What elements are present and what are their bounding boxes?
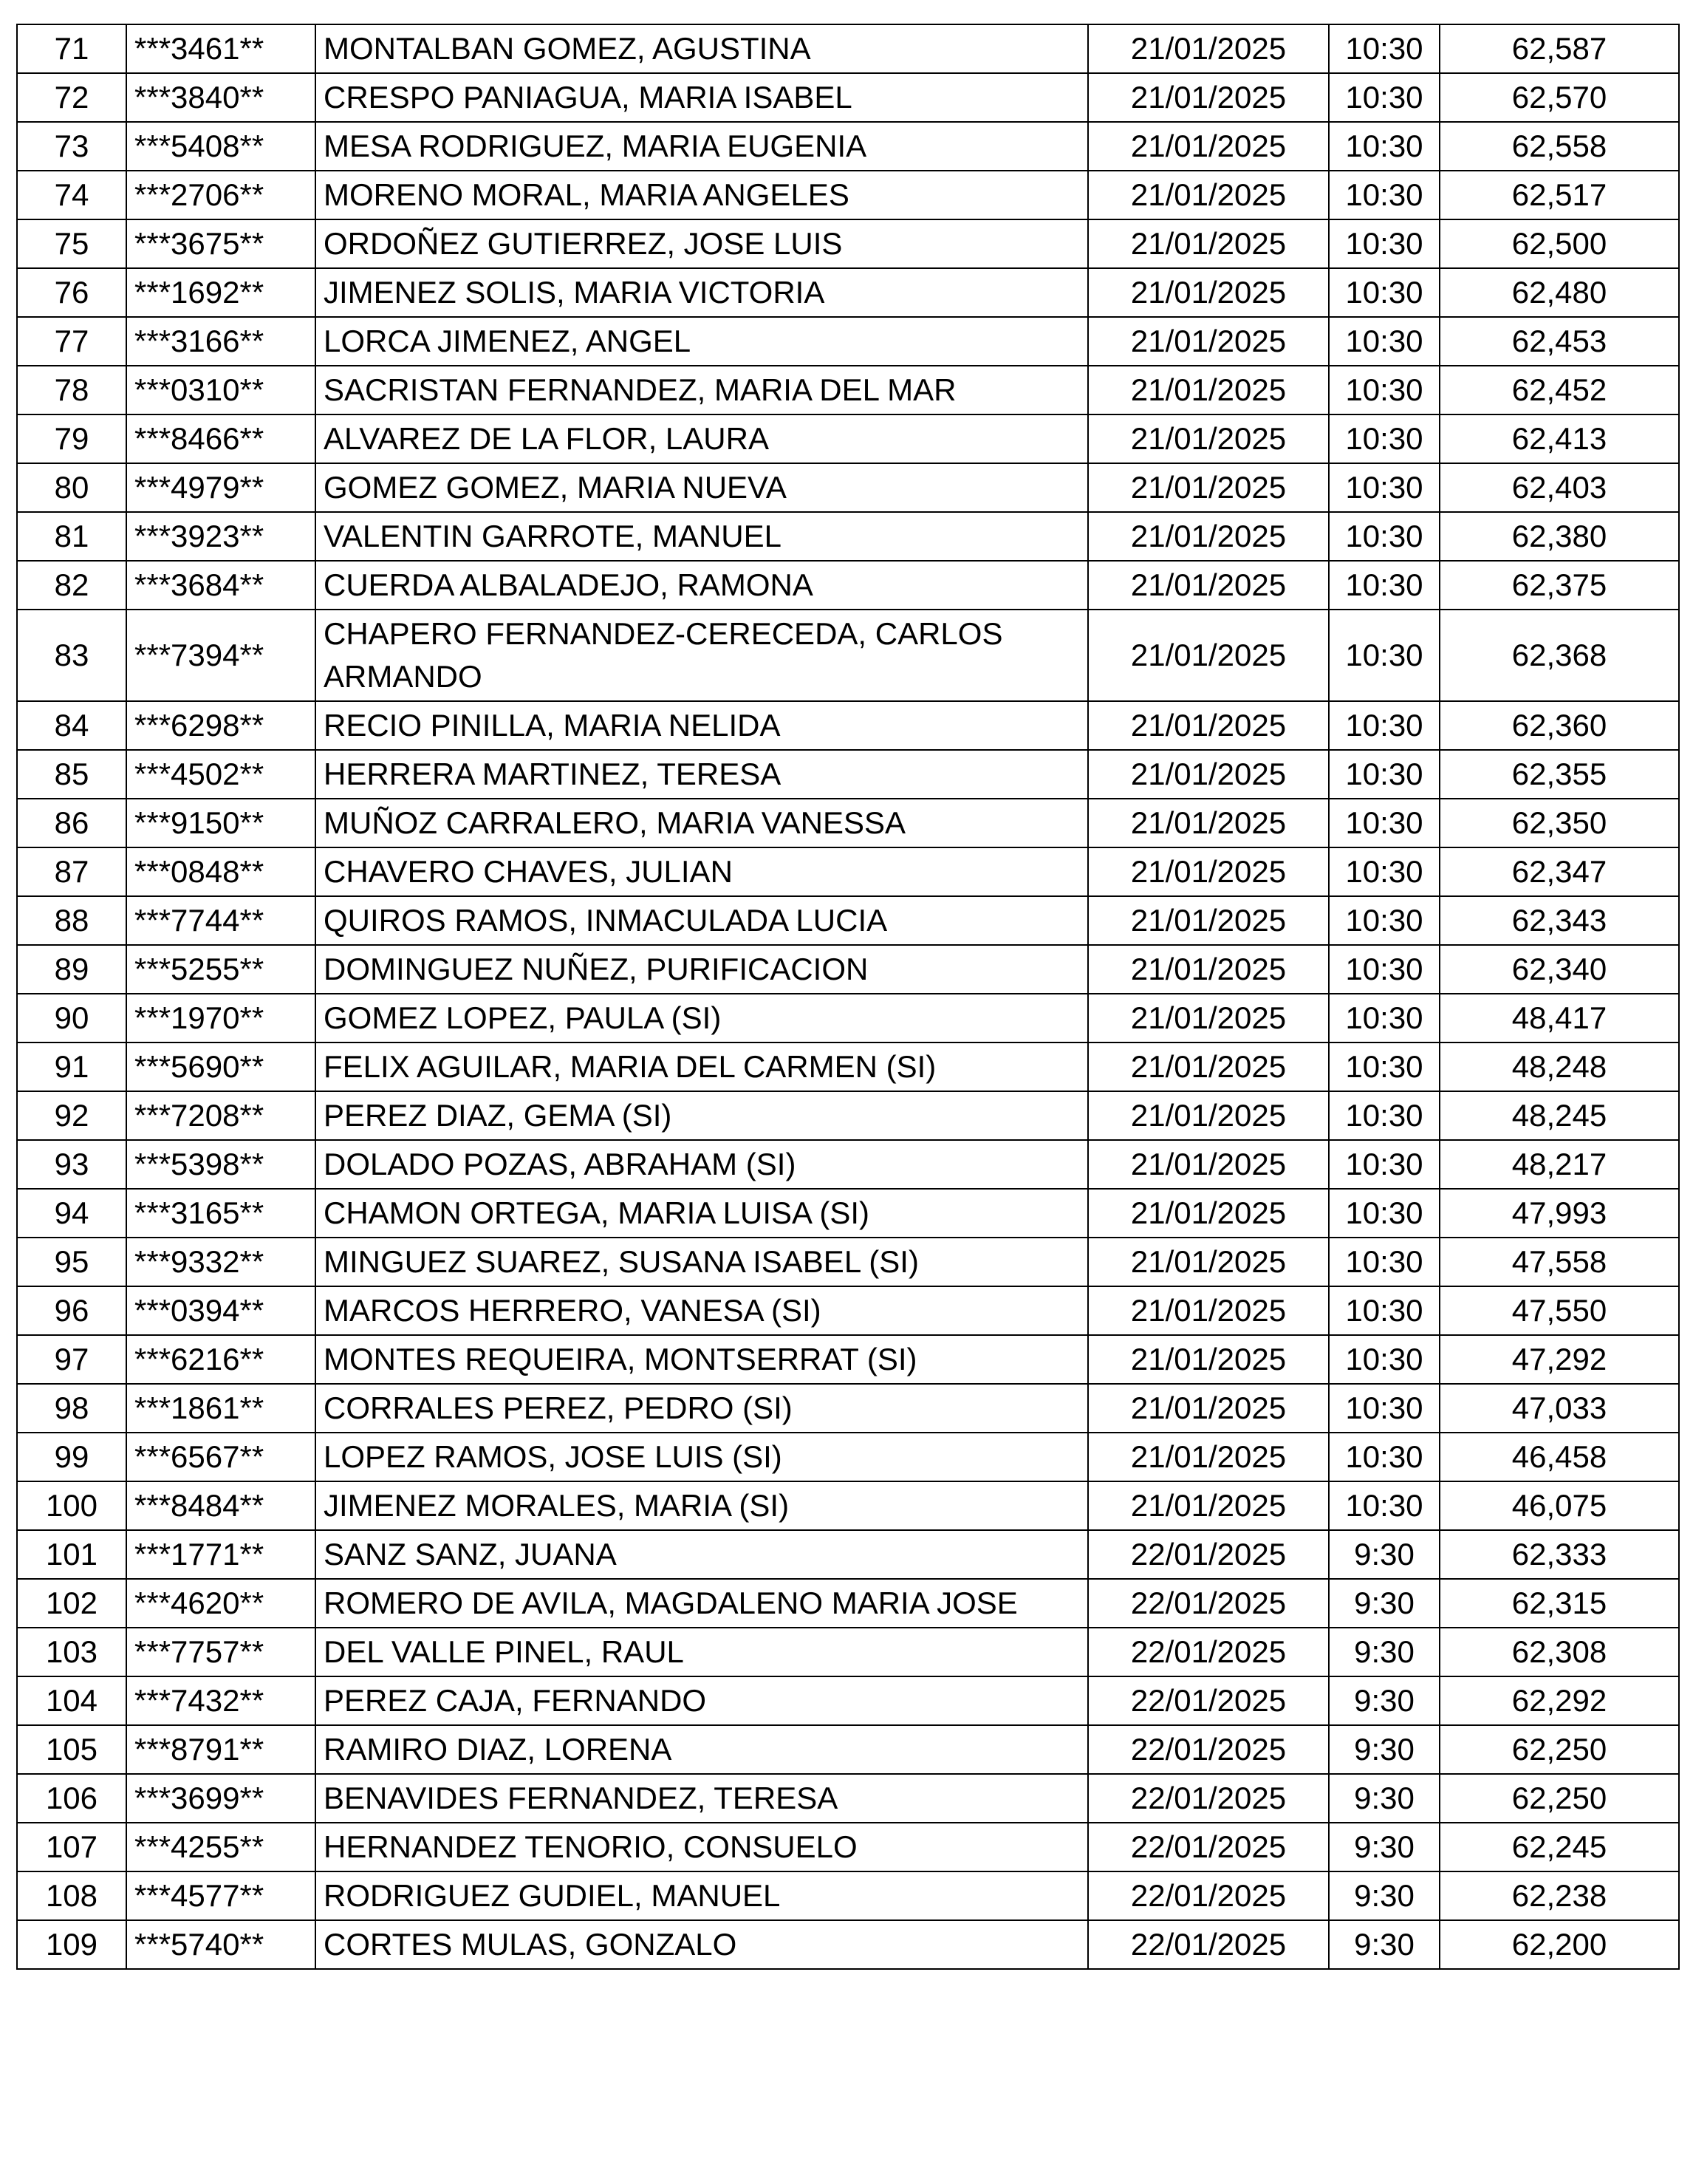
masked-id-cell: ***2706** — [126, 171, 315, 219]
masked-id-cell: ***7208** — [126, 1091, 315, 1140]
exam-time-cell: 9:30 — [1329, 1774, 1440, 1823]
exam-date-cell: 22/01/2025 — [1088, 1871, 1329, 1920]
exam-time-cell: 9:30 — [1329, 1579, 1440, 1628]
row-number-cell: 78 — [17, 366, 126, 414]
masked-id-cell: ***5408** — [126, 122, 315, 171]
masked-id-cell: ***9332** — [126, 1238, 315, 1286]
row-number-cell: 76 — [17, 268, 126, 317]
candidate-name-cell: PEREZ CAJA, FERNANDO — [315, 1676, 1088, 1725]
score-cell: 48,248 — [1440, 1042, 1679, 1091]
candidate-name-cell: CHAPERO FERNANDEZ-CERECEDA, CARLOS ARMANDO — [315, 610, 1088, 701]
exam-date-cell: 21/01/2025 — [1088, 1384, 1329, 1433]
score-cell: 62,558 — [1440, 122, 1679, 171]
masked-id-cell: ***3840** — [126, 73, 315, 122]
table-row — [17, 268, 1679, 317]
table-row — [17, 73, 1679, 122]
score-cell: 62,350 — [1440, 799, 1679, 847]
masked-id-cell: ***9150** — [126, 799, 315, 847]
score-cell: 62,343 — [1440, 896, 1679, 945]
exam-time-cell: 10:30 — [1329, 847, 1440, 896]
row-number-cell: 73 — [17, 122, 126, 171]
candidate-name-cell: VALENTIN GARROTE, MANUEL — [315, 512, 1088, 561]
row-number-cell: 71 — [17, 24, 126, 73]
candidate-name-cell: RODRIGUEZ GUDIEL, MANUEL — [315, 1871, 1088, 1920]
masked-id-cell: ***7757** — [126, 1628, 315, 1676]
exam-date-cell: 21/01/2025 — [1088, 701, 1329, 750]
exam-date-cell: 21/01/2025 — [1088, 122, 1329, 171]
masked-id-cell: ***3166** — [126, 317, 315, 366]
exam-time-cell: 10:30 — [1329, 512, 1440, 561]
row-number-cell: 108 — [17, 1871, 126, 1920]
table-row — [17, 1042, 1679, 1091]
row-number-cell: 83 — [17, 610, 126, 701]
exam-date-cell: 22/01/2025 — [1088, 1676, 1329, 1725]
candidate-name-cell: CORRALES PEREZ, PEDRO (SI) — [315, 1384, 1088, 1433]
row-number-cell: 90 — [17, 994, 126, 1042]
table-row — [17, 366, 1679, 414]
row-number-cell: 80 — [17, 463, 126, 512]
candidate-name-cell: GOMEZ LOPEZ, PAULA (SI) — [315, 994, 1088, 1042]
exam-date-cell: 21/01/2025 — [1088, 1091, 1329, 1140]
table-row — [17, 561, 1679, 610]
exam-time-cell: 9:30 — [1329, 1530, 1440, 1579]
exam-date-cell: 21/01/2025 — [1088, 994, 1329, 1042]
score-cell: 62,500 — [1440, 219, 1679, 268]
row-number-cell: 101 — [17, 1530, 126, 1579]
candidate-table — [16, 24, 1680, 1970]
masked-id-cell: ***3675** — [126, 219, 315, 268]
row-number-cell: 92 — [17, 1091, 126, 1140]
candidate-name-cell: QUIROS RAMOS, INMACULADA LUCIA — [315, 896, 1088, 945]
candidate-name-cell: MONTALBAN GOMEZ, AGUSTINA — [315, 24, 1088, 73]
score-cell: 47,292 — [1440, 1335, 1679, 1384]
exam-time-cell: 10:30 — [1329, 1481, 1440, 1530]
exam-date-cell: 22/01/2025 — [1088, 1774, 1329, 1823]
candidate-name-cell: JIMENEZ MORALES, MARIA (SI) — [315, 1481, 1088, 1530]
table-row — [17, 512, 1679, 561]
masked-id-cell: ***6298** — [126, 701, 315, 750]
table-row — [17, 1481, 1679, 1530]
row-number-cell: 89 — [17, 945, 126, 994]
exam-time-cell: 10:30 — [1329, 73, 1440, 122]
exam-date-cell: 22/01/2025 — [1088, 1823, 1329, 1871]
row-number-cell: 91 — [17, 1042, 126, 1091]
score-cell: 62,245 — [1440, 1823, 1679, 1871]
score-cell: 62,347 — [1440, 847, 1679, 896]
exam-time-cell: 10:30 — [1329, 219, 1440, 268]
table-row — [17, 1871, 1679, 1920]
score-cell: 62,355 — [1440, 750, 1679, 799]
exam-date-cell: 22/01/2025 — [1088, 1628, 1329, 1676]
score-cell: 62,315 — [1440, 1579, 1679, 1628]
masked-id-cell: ***8484** — [126, 1481, 315, 1530]
exam-time-cell: 10:30 — [1329, 1433, 1440, 1481]
table-row — [17, 799, 1679, 847]
score-cell: 62,308 — [1440, 1628, 1679, 1676]
exam-date-cell: 21/01/2025 — [1088, 512, 1329, 561]
exam-time-cell: 10:30 — [1329, 799, 1440, 847]
exam-date-cell: 21/01/2025 — [1088, 945, 1329, 994]
candidate-name-cell: MONTES REQUEIRA, MONTSERRAT (SI) — [315, 1335, 1088, 1384]
exam-date-cell: 22/01/2025 — [1088, 1920, 1329, 1969]
masked-id-cell: ***8791** — [126, 1725, 315, 1774]
candidate-name-cell: RAMIRO DIAZ, LORENA — [315, 1725, 1088, 1774]
candidate-name-cell: BENAVIDES FERNANDEZ, TERESA — [315, 1774, 1088, 1823]
candidate-name-cell: RECIO PINILLA, MARIA NELIDA — [315, 701, 1088, 750]
score-cell: 62,200 — [1440, 1920, 1679, 1969]
table-row — [17, 1433, 1679, 1481]
masked-id-cell: ***1861** — [126, 1384, 315, 1433]
exam-date-cell: 21/01/2025 — [1088, 73, 1329, 122]
candidate-name-cell: SANZ SANZ, JUANA — [315, 1530, 1088, 1579]
exam-date-cell: 21/01/2025 — [1088, 610, 1329, 701]
exam-time-cell: 10:30 — [1329, 1189, 1440, 1238]
score-cell: 47,558 — [1440, 1238, 1679, 1286]
masked-id-cell: ***3923** — [126, 512, 315, 561]
table-row — [17, 610, 1679, 701]
score-cell: 62,452 — [1440, 366, 1679, 414]
masked-id-cell: ***1692** — [126, 268, 315, 317]
candidate-name-cell: CORTES MULAS, GONZALO — [315, 1920, 1088, 1969]
candidate-name-cell: DEL VALLE PINEL, RAUL — [315, 1628, 1088, 1676]
masked-id-cell: ***7394** — [126, 610, 315, 701]
exam-date-cell: 21/01/2025 — [1088, 317, 1329, 366]
masked-id-cell: ***6567** — [126, 1433, 315, 1481]
masked-id-cell: ***4620** — [126, 1579, 315, 1628]
exam-time-cell: 10:30 — [1329, 1335, 1440, 1384]
exam-time-cell: 10:30 — [1329, 610, 1440, 701]
candidate-name-cell: PEREZ DIAZ, GEMA (SI) — [315, 1091, 1088, 1140]
candidate-name-cell: CRESPO PANIAGUA, MARIA ISABEL — [315, 73, 1088, 122]
masked-id-cell: ***3699** — [126, 1774, 315, 1823]
row-number-cell: 94 — [17, 1189, 126, 1238]
candidate-name-cell: FELIX AGUILAR, MARIA DEL CARMEN (SI) — [315, 1042, 1088, 1091]
exam-time-cell: 10:30 — [1329, 268, 1440, 317]
table-row — [17, 1676, 1679, 1725]
row-number-cell: 99 — [17, 1433, 126, 1481]
exam-date-cell: 21/01/2025 — [1088, 1286, 1329, 1335]
masked-id-cell: ***3165** — [126, 1189, 315, 1238]
table-row — [17, 1628, 1679, 1676]
table-row — [17, 414, 1679, 463]
exam-time-cell: 10:30 — [1329, 945, 1440, 994]
candidate-name-cell: MINGUEZ SUAREZ, SUSANA ISABEL (SI) — [315, 1238, 1088, 1286]
score-cell: 62,360 — [1440, 701, 1679, 750]
score-cell: 62,587 — [1440, 24, 1679, 73]
exam-date-cell: 21/01/2025 — [1088, 1481, 1329, 1530]
masked-id-cell: ***4502** — [126, 750, 315, 799]
score-cell: 46,458 — [1440, 1433, 1679, 1481]
row-number-cell: 109 — [17, 1920, 126, 1969]
exam-time-cell: 10:30 — [1329, 1140, 1440, 1189]
masked-id-cell: ***8466** — [126, 414, 315, 463]
exam-date-cell: 21/01/2025 — [1088, 463, 1329, 512]
exam-date-cell: 21/01/2025 — [1088, 847, 1329, 896]
exam-time-cell: 10:30 — [1329, 1091, 1440, 1140]
exam-date-cell: 21/01/2025 — [1088, 1042, 1329, 1091]
table-row — [17, 1091, 1679, 1140]
score-cell: 62,380 — [1440, 512, 1679, 561]
exam-time-cell: 10:30 — [1329, 561, 1440, 610]
exam-date-cell: 21/01/2025 — [1088, 896, 1329, 945]
score-cell: 62,413 — [1440, 414, 1679, 463]
table-row — [17, 1335, 1679, 1384]
row-number-cell: 97 — [17, 1335, 126, 1384]
row-number-cell: 103 — [17, 1628, 126, 1676]
row-number-cell: 86 — [17, 799, 126, 847]
table-row — [17, 122, 1679, 171]
table-row — [17, 1384, 1679, 1433]
score-cell: 48,217 — [1440, 1140, 1679, 1189]
score-cell: 62,238 — [1440, 1871, 1679, 1920]
exam-time-cell: 10:30 — [1329, 414, 1440, 463]
exam-time-cell: 9:30 — [1329, 1628, 1440, 1676]
row-number-cell: 82 — [17, 561, 126, 610]
exam-time-cell: 10:30 — [1329, 994, 1440, 1042]
row-number-cell: 87 — [17, 847, 126, 896]
candidate-name-cell: DOMINGUEZ NUÑEZ, PURIFICACION — [315, 945, 1088, 994]
score-cell: 62,340 — [1440, 945, 1679, 994]
row-number-cell: 75 — [17, 219, 126, 268]
exam-time-cell: 10:30 — [1329, 366, 1440, 414]
exam-date-cell: 21/01/2025 — [1088, 219, 1329, 268]
table-row — [17, 701, 1679, 750]
table-row — [17, 847, 1679, 896]
candidate-name-cell: HERNANDEZ TENORIO, CONSUELO — [315, 1823, 1088, 1871]
exam-date-cell: 21/01/2025 — [1088, 366, 1329, 414]
candidate-name-cell: LORCA JIMENEZ, ANGEL — [315, 317, 1088, 366]
candidate-table-body — [17, 24, 1679, 1969]
candidate-name-cell: LOPEZ RAMOS, JOSE LUIS (SI) — [315, 1433, 1088, 1481]
exam-date-cell: 21/01/2025 — [1088, 1335, 1329, 1384]
table-row — [17, 1238, 1679, 1286]
masked-id-cell: ***0848** — [126, 847, 315, 896]
table-row — [17, 24, 1679, 73]
score-cell: 62,368 — [1440, 610, 1679, 701]
candidate-name-cell: MUÑOZ CARRALERO, MARIA VANESSA — [315, 799, 1088, 847]
score-cell: 47,550 — [1440, 1286, 1679, 1335]
row-number-cell: 85 — [17, 750, 126, 799]
score-cell: 47,993 — [1440, 1189, 1679, 1238]
exam-time-cell: 9:30 — [1329, 1871, 1440, 1920]
table-row — [17, 219, 1679, 268]
score-cell: 62,250 — [1440, 1774, 1679, 1823]
exam-date-cell: 21/01/2025 — [1088, 268, 1329, 317]
row-number-cell: 88 — [17, 896, 126, 945]
masked-id-cell: ***1771** — [126, 1530, 315, 1579]
row-number-cell: 106 — [17, 1774, 126, 1823]
table-row — [17, 1579, 1679, 1628]
table-row — [17, 750, 1679, 799]
candidate-name-cell: HERRERA MARTINEZ, TERESA — [315, 750, 1088, 799]
table-row — [17, 1774, 1679, 1823]
masked-id-cell: ***0394** — [126, 1286, 315, 1335]
row-number-cell: 105 — [17, 1725, 126, 1774]
exam-time-cell: 10:30 — [1329, 1238, 1440, 1286]
exam-date-cell: 21/01/2025 — [1088, 24, 1329, 73]
exam-date-cell: 22/01/2025 — [1088, 1725, 1329, 1774]
score-cell: 47,033 — [1440, 1384, 1679, 1433]
candidate-name-cell: ALVAREZ DE LA FLOR, LAURA — [315, 414, 1088, 463]
exam-time-cell: 10:30 — [1329, 1384, 1440, 1433]
row-number-cell: 102 — [17, 1579, 126, 1628]
table-row — [17, 945, 1679, 994]
exam-time-cell: 10:30 — [1329, 171, 1440, 219]
row-number-cell: 93 — [17, 1140, 126, 1189]
score-cell: 62,480 — [1440, 268, 1679, 317]
masked-id-cell: ***0310** — [126, 366, 315, 414]
table-row — [17, 463, 1679, 512]
masked-id-cell: ***6216** — [126, 1335, 315, 1384]
score-cell: 62,292 — [1440, 1676, 1679, 1725]
candidate-name-cell: MARCOS HERRERO, VANESA (SI) — [315, 1286, 1088, 1335]
exam-date-cell: 21/01/2025 — [1088, 1189, 1329, 1238]
masked-id-cell: ***7432** — [126, 1676, 315, 1725]
row-number-cell: 96 — [17, 1286, 126, 1335]
table-row — [17, 1725, 1679, 1774]
exam-time-cell: 10:30 — [1329, 24, 1440, 73]
exam-date-cell: 21/01/2025 — [1088, 171, 1329, 219]
exam-time-cell: 10:30 — [1329, 1286, 1440, 1335]
score-cell: 48,245 — [1440, 1091, 1679, 1140]
row-number-cell: 77 — [17, 317, 126, 366]
table-row — [17, 1286, 1679, 1335]
exam-date-cell: 22/01/2025 — [1088, 1579, 1329, 1628]
table-row — [17, 1823, 1679, 1871]
exam-time-cell: 9:30 — [1329, 1823, 1440, 1871]
exam-time-cell: 10:30 — [1329, 1042, 1440, 1091]
table-row — [17, 1920, 1679, 1969]
masked-id-cell: ***5398** — [126, 1140, 315, 1189]
candidate-name-cell: MORENO MORAL, MARIA ANGELES — [315, 171, 1088, 219]
exam-time-cell: 10:30 — [1329, 896, 1440, 945]
exam-time-cell: 10:30 — [1329, 701, 1440, 750]
score-cell: 62,517 — [1440, 171, 1679, 219]
candidate-name-cell: CUERDA ALBALADEJO, RAMONA — [315, 561, 1088, 610]
score-cell: 46,075 — [1440, 1481, 1679, 1530]
score-cell: 62,333 — [1440, 1530, 1679, 1579]
masked-id-cell: ***7744** — [126, 896, 315, 945]
table-row — [17, 1189, 1679, 1238]
table-row — [17, 1530, 1679, 1579]
table-row — [17, 994, 1679, 1042]
row-number-cell: 104 — [17, 1676, 126, 1725]
exam-time-cell: 10:30 — [1329, 317, 1440, 366]
exam-time-cell: 9:30 — [1329, 1725, 1440, 1774]
exam-date-cell: 21/01/2025 — [1088, 799, 1329, 847]
exam-date-cell: 22/01/2025 — [1088, 1530, 1329, 1579]
row-number-cell: 72 — [17, 73, 126, 122]
candidate-name-cell: MESA RODRIGUEZ, MARIA EUGENIA — [315, 122, 1088, 171]
row-number-cell: 98 — [17, 1384, 126, 1433]
exam-date-cell: 21/01/2025 — [1088, 561, 1329, 610]
row-number-cell: 95 — [17, 1238, 126, 1286]
candidate-name-cell: ROMERO DE AVILA, MAGDALENO MARIA JOSE — [315, 1579, 1088, 1628]
masked-id-cell: ***4979** — [126, 463, 315, 512]
exam-time-cell: 10:30 — [1329, 122, 1440, 171]
masked-id-cell: ***1970** — [126, 994, 315, 1042]
masked-id-cell: ***5740** — [126, 1920, 315, 1969]
candidate-name-cell: ORDOÑEZ GUTIERREZ, JOSE LUIS — [315, 219, 1088, 268]
row-number-cell: 74 — [17, 171, 126, 219]
masked-id-cell: ***5690** — [126, 1042, 315, 1091]
candidate-name-cell: JIMENEZ SOLIS, MARIA VICTORIA — [315, 268, 1088, 317]
table-row — [17, 1140, 1679, 1189]
exam-time-cell: 9:30 — [1329, 1676, 1440, 1725]
score-cell: 62,375 — [1440, 561, 1679, 610]
row-number-cell: 100 — [17, 1481, 126, 1530]
exam-date-cell: 21/01/2025 — [1088, 1433, 1329, 1481]
table-row — [17, 896, 1679, 945]
table-row — [17, 171, 1679, 219]
table-row — [17, 317, 1679, 366]
score-cell: 62,570 — [1440, 73, 1679, 122]
score-cell: 62,403 — [1440, 463, 1679, 512]
masked-id-cell: ***3461** — [126, 24, 315, 73]
row-number-cell: 79 — [17, 414, 126, 463]
exam-date-cell: 21/01/2025 — [1088, 1140, 1329, 1189]
row-number-cell: 84 — [17, 701, 126, 750]
row-number-cell: 107 — [17, 1823, 126, 1871]
exam-time-cell: 9:30 — [1329, 1920, 1440, 1969]
exam-time-cell: 10:30 — [1329, 463, 1440, 512]
masked-id-cell: ***4577** — [126, 1871, 315, 1920]
score-cell: 62,250 — [1440, 1725, 1679, 1774]
score-cell: 48,417 — [1440, 994, 1679, 1042]
candidate-name-cell: SACRISTAN FERNANDEZ, MARIA DEL MAR — [315, 366, 1088, 414]
exam-date-cell: 21/01/2025 — [1088, 414, 1329, 463]
masked-id-cell: ***5255** — [126, 945, 315, 994]
candidate-name-cell: DOLADO POZAS, ABRAHAM (SI) — [315, 1140, 1088, 1189]
candidate-name-cell: CHAVERO CHAVES, JULIAN — [315, 847, 1088, 896]
masked-id-cell: ***4255** — [126, 1823, 315, 1871]
score-cell: 62,453 — [1440, 317, 1679, 366]
row-number-cell: 81 — [17, 512, 126, 561]
masked-id-cell: ***3684** — [126, 561, 315, 610]
candidate-name-cell: CHAMON ORTEGA, MARIA LUISA (SI) — [315, 1189, 1088, 1238]
candidate-name-cell: GOMEZ GOMEZ, MARIA NUEVA — [315, 463, 1088, 512]
exam-time-cell: 10:30 — [1329, 750, 1440, 799]
exam-date-cell: 21/01/2025 — [1088, 750, 1329, 799]
exam-date-cell: 21/01/2025 — [1088, 1238, 1329, 1286]
